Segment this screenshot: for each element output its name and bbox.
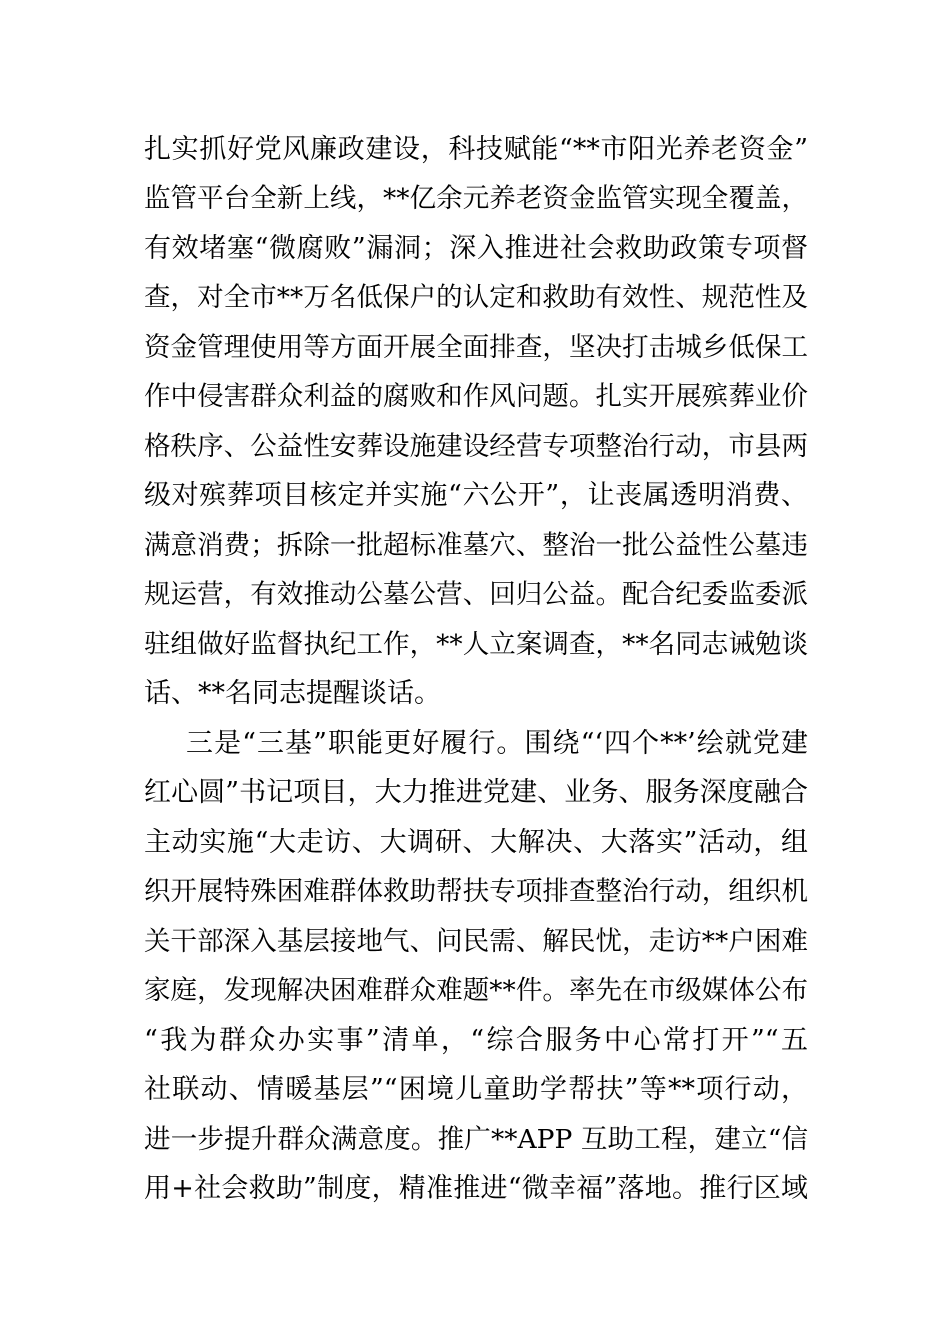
paragraph-1-line-12: 话、**名同志提醒谈话。 — [144, 678, 441, 709]
paragraph-2-line-8: 社联动、情暖基层”“困境儿童助学帮扶”等**项行动， — [144, 1074, 808, 1105]
paragraph-1-line-5: 资金管理使用等方面开展全面排查，坚决打击城乡低保工 — [144, 332, 808, 363]
paragraph-1-line-3: 有效堵塞“微腐败”漏洞；深入推进社会救助政策专项督 — [144, 233, 808, 264]
paragraph-1-line-11: 驻组做好监督执纪工作，**人立案调查，**名同志诫勉谈 — [144, 629, 808, 660]
paragraph-1-line-10: 规运营，有效推动公墓公营、回归公益。配合纪委监委派 — [144, 579, 808, 610]
paragraph-2-line-10: 用+社会救助”制度，精准推进“微幸福”落地。推行区域 — [144, 1173, 808, 1204]
paragraph-1-line-4: 查，对全市**万名低保户的认定和救助有效性、规范性及 — [144, 282, 808, 313]
paragraph-1-line-1: 扎实抓好党风廉政建设，科技赋能“**市阳光养老资金” — [144, 134, 808, 165]
paragraph-1-line-6: 作中侵害群众利益的腐败和作风问题。扎实开展殡葬业价 — [144, 381, 808, 412]
paragraph-2-line-5: 关干部深入基层接地气、问民需、解民忧，走访**户困难 — [144, 926, 808, 957]
paragraph-2-line-1: 三是“三基”职能更好履行。围绕“‘四个**’绘就党建 — [186, 728, 808, 759]
paragraph-2-line-3: 主动实施“大走访、大调研、大解决、大落实”活动，组 — [144, 827, 808, 858]
paragraph-2-line-9: 进一步提升群众满意度。推广**APP 互助工程，建立“信 — [144, 1124, 808, 1155]
paragraph-1-line-2: 监管平台全新上线，**亿余元养老资金监管实现全覆盖， — [144, 183, 808, 214]
paragraph-1-line-8: 级对殡葬项目核定并实施“六公开”，让丧属透明消费、 — [144, 480, 808, 511]
paragraph-2-line-4: 织开展特殊困难群体救助帮扶专项排查整治行动，组织机 — [144, 876, 808, 907]
paragraph-2-line-7: “我为群众办实事”清单，“综合服务中心常打开”“五 — [144, 1025, 808, 1056]
paragraph-1-line-9: 满意消费；拆除一批超标准墓穴、整治一批公益性公墓违 — [144, 530, 808, 561]
paragraph-1-line-7: 格秩序、公益性安葬设施建设经营专项整治行动，市县两 — [144, 431, 808, 462]
paragraph-2-line-6: 家庭，发现解决困难群众难题**件。率先在市级媒体公布 — [144, 975, 808, 1006]
paragraph-2-line-2: 红心圆”书记项目，大力推进党建、业务、服务深度融合 — [144, 777, 808, 808]
